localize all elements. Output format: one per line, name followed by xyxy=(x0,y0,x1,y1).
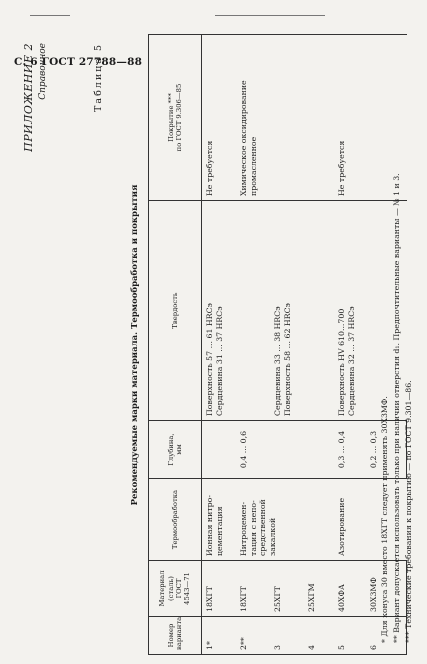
col-depth-header xyxy=(149,421,202,479)
depth-cell: 0,2 ... 0,3 xyxy=(366,421,407,479)
col-coating-line: Покрытие *** xyxy=(166,93,175,142)
col-coating-line: по ГОСТ 9.306—85 xyxy=(175,83,183,152)
heat-treatment-line: цементация xyxy=(214,506,224,556)
depth-cell: 0,3 ... 0,4 xyxy=(334,421,366,479)
heat-treatment-line: тация с непо- xyxy=(248,500,258,556)
variant-cell: 4 xyxy=(304,617,334,655)
variant-cell: 3 xyxy=(270,617,304,655)
footnote: ** Вариант допускается использовать только при наличии отверстия d₁. Предпочтительные варианты — № 1 и 3. xyxy=(392,173,401,643)
coating-line: Химическое оксидирование xyxy=(239,80,248,196)
table-header-row xyxy=(149,35,202,655)
footnote: * Для конуса 30 вместо 18ХГТ следует применять 30Х3МФ. xyxy=(380,396,389,643)
col-depth-line: Глубина, xyxy=(166,433,175,466)
material-cell: 18ХГТ xyxy=(202,561,237,617)
col-material-header xyxy=(149,561,202,617)
top-rule-left xyxy=(30,15,70,16)
coating-line: Не требуется xyxy=(205,140,214,196)
col-material-line: ГОСТ xyxy=(175,578,183,599)
col-coating-header xyxy=(149,35,202,201)
rotated-page-content xyxy=(18,35,418,655)
variant-cell: 5 xyxy=(334,617,366,655)
heat-treatment-line: Нитроцемен- xyxy=(239,501,248,556)
hardness-line: Сердцевина 33 ... 38 HRCэ xyxy=(273,306,282,416)
col-hardness-header: Твердость xyxy=(149,201,202,421)
materials-table xyxy=(148,34,407,655)
table-row xyxy=(202,35,237,655)
heat-treatment-line: закалкой xyxy=(268,517,278,556)
material-cell: 25ХГМ xyxy=(304,561,334,617)
material-cell: 40ХФА xyxy=(334,561,366,617)
appendix-title: ПРИЛОЖЕНИЕ 2 xyxy=(22,43,35,152)
col-material-line: (сталь) xyxy=(166,576,175,601)
page-header: С. 6 ГОСТ 27788—88 xyxy=(14,56,143,68)
hardness-cell xyxy=(270,201,334,421)
table-row xyxy=(334,35,366,655)
table-label: Таблица 5 xyxy=(93,43,104,112)
coating-cell xyxy=(236,35,304,201)
depth-cell xyxy=(202,421,237,479)
material-cell: 25ХГТ xyxy=(270,561,304,617)
coating-line: промасленное xyxy=(248,136,258,196)
heat-treatment-cell xyxy=(236,479,334,561)
coating-cell xyxy=(304,35,334,201)
col-variant-header: Номер варианта xyxy=(149,617,202,655)
variant-cell: 1* xyxy=(202,617,237,655)
material-cell: 18ХГТ xyxy=(236,561,270,617)
depth-cell: 0,4 ... 0,6 xyxy=(236,421,334,479)
hardness-line: Поверхность 57 ... 61 HRCэ xyxy=(205,303,214,416)
appendix-subtitle: Справочное xyxy=(38,43,48,100)
col-material-line: Материал xyxy=(158,570,167,607)
heat-treatment-line: Азотирование xyxy=(337,497,346,556)
col-heat-treatment-header: Термообработка xyxy=(149,479,202,561)
heat-treatment-cell xyxy=(202,479,237,561)
col-depth-line: мм xyxy=(175,444,183,455)
heat-treatment-line: средственной xyxy=(258,499,268,556)
hardness-cell xyxy=(202,201,237,421)
footnote: *** Технические требования к покрытию — по ГОСТ 9.301—86. xyxy=(404,380,413,643)
material-cell: 30Х3МФ xyxy=(366,561,407,617)
hardness-line: Сердцевина 31 ... 37 HRCэ xyxy=(214,306,224,416)
table-title: Рекомендуемые марки материала. Термообработка и покрытия xyxy=(130,184,140,506)
hardness-line: Сердцевина 32 ... 37 HRCэ xyxy=(346,306,356,416)
hardness-line: Поверхность HV 610...700 xyxy=(337,308,346,416)
variant-cell: 2** xyxy=(236,617,270,655)
coating-cell xyxy=(202,35,237,201)
hardness-cell xyxy=(236,201,270,421)
top-rule-right xyxy=(215,15,325,16)
table-row xyxy=(236,35,270,655)
heat-treatment-line: Ионная нитро- xyxy=(205,495,214,556)
variant-cell: 6 xyxy=(366,617,407,655)
hardness-line: Поверхность 58 ... 62 HRCэ xyxy=(282,303,292,416)
col-material-line: 4543—71 xyxy=(183,572,192,605)
coating-line: Не требуется xyxy=(337,140,346,196)
